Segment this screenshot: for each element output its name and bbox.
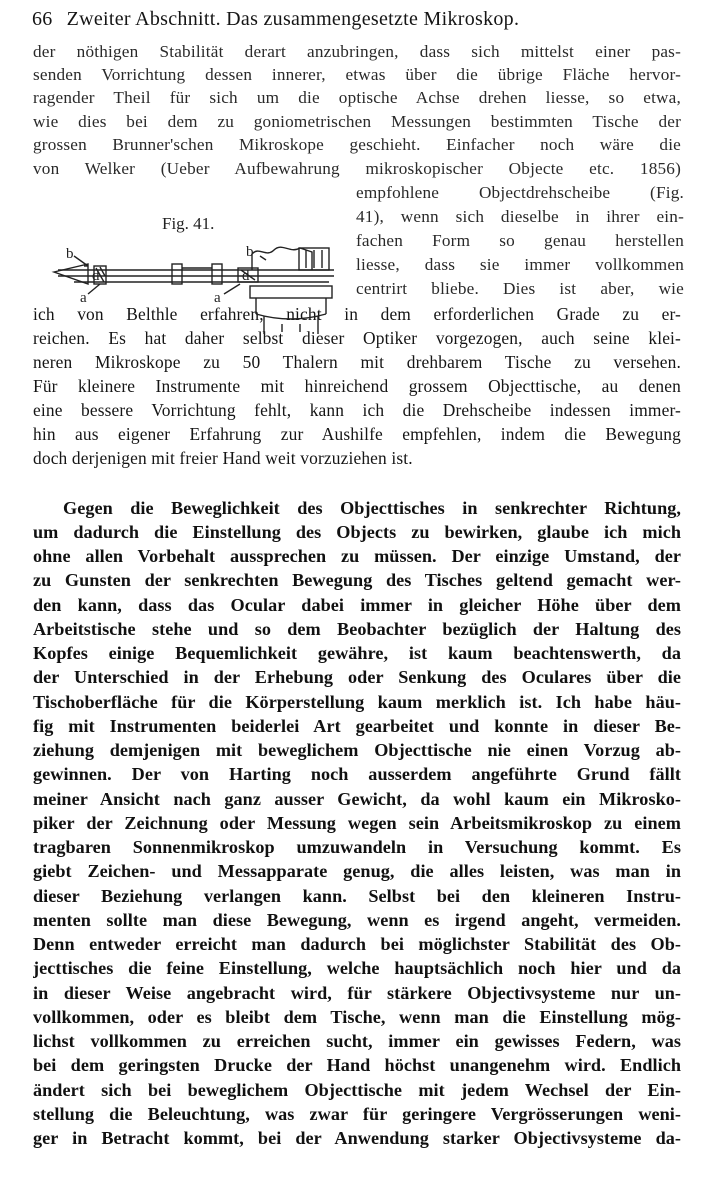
label-b-left: b <box>66 246 74 262</box>
text-line: wie dies bei dem zu goniometrischen Messungen bestimmten Tische der <box>33 112 681 131</box>
text-line: ger in Betracht kommt, bei der Anwendung starker Objectivsysteme da- <box>33 1128 681 1148</box>
text-line: um dadurch die Einstellung des Objects zu bewirken, glaube ich mich <box>33 522 681 542</box>
text-line: menten sollte man diese Bewegung, wenn es irgend angeht, vermeiden. <box>33 910 681 930</box>
text-line: ändert sich bei beweglichem Objecttische mit jedem Wechsel der Ein- <box>33 1080 681 1100</box>
text-line: ich von Belthle erfahren, nicht in dem erforderlichen Grade zu er- <box>33 304 681 324</box>
text-line: grossen Brunner'schen Mikroskope geschieht. Einfacher noch wäre die <box>33 135 681 154</box>
text-line: stellung die Beleuchtung, was zwar für geringere Vergrösserungen weni- <box>33 1104 681 1124</box>
text-line: von Welker (Ueber Aufbewahrung mikroskopischer Objecte etc. 1856) <box>33 159 681 178</box>
running-header <box>32 6 682 32</box>
label-a-left: a <box>80 290 87 306</box>
text-line: Denn entweder erreicht man dadurch bei möglichster Stabilität des Ob- <box>33 934 681 954</box>
text-line: in dieser Weise angebracht wird, für stärkere Objectivsysteme nur un- <box>33 983 681 1003</box>
text-line: piker der Zeichnung oder Messung wegen sein Arbeitsmikroskop zu einem <box>33 813 681 833</box>
text-line: ragender Theil für sich um die optische Achse drehen liesse, so etwa, <box>33 88 681 107</box>
label-d-right: d <box>242 268 250 284</box>
text-line: gewinnen. Der von Harting noch ausserdem angeführte Grund fällt <box>33 764 681 784</box>
text-line: neren Mikroskope zu 50 Thalern mit drehbarem Tische zu versehen. <box>33 352 681 372</box>
text-line: dieser Beziehung verlangen kann. Selbst bei den kleineren Instru- <box>33 886 681 906</box>
text-line: ohne allen Vorbehalt aussprechen zu müssen. Der einzige Umstand, der <box>33 546 681 566</box>
figure-41 <box>44 208 350 338</box>
text-line: meiner Ansicht nach ganz ausser Gewicht, da wohl kaum ein Mikrosko- <box>33 789 681 809</box>
label-a-right: a <box>214 290 221 306</box>
object-rotating-disc-diagram <box>44 234 350 338</box>
figure-caption: Fig. 41. <box>162 214 215 233</box>
text-line: hin aus eigener Erfahrung zur Aushilfe empfehlen, indem die Bewegung <box>33 424 681 444</box>
label-d-left: d <box>92 268 100 284</box>
text-line: Tischoberfläche für die Körperstellung kaum merklich ist. Ich habe häu- <box>33 692 681 712</box>
text-line: der nöthigen Stabilität derart anzubringen, dass sich mittelst einer pas- <box>33 42 681 61</box>
text-line: bei dem geringsten Drucke der Hand höchst unangenehm wird. Endlich <box>33 1055 681 1075</box>
text-line: lichst vollkommen zu erreichen sucht, immer ein gewisses Federn, was <box>33 1031 681 1051</box>
text-line: doch derjenigen mit freier Hand weit vorzuziehen ist. <box>33 448 413 468</box>
text-line: 41), wenn sich dieselbe in ihrer ein- <box>356 207 684 226</box>
text-line: eine bessere Vorrichtung fehlt, kann ich die Drehscheibe indessen immer- <box>33 400 681 420</box>
text-line: giebt Zeichen- und Messapparate genug, die alles leisten, was man in <box>33 861 681 881</box>
text-line: reichen. Es hat daher selbst dieser Optiker vorgezogen, auch seine klei- <box>33 328 681 348</box>
text-line: fig mit Instrumenten beiderlei Art gearbeitet und konnte in dieser Be- <box>33 716 681 736</box>
text-line: fachen Form so genau herstellen <box>356 231 684 250</box>
text-line: Für kleinere Instrumente mit hinreichend grossem Objecttische, au denen <box>33 376 681 396</box>
text-line: tragbaren Sonnenmikroskop umzuwandeln in Versuchung kommt. Es <box>33 837 681 857</box>
page-number: 66 <box>32 8 53 30</box>
text-line: zu Gunsten der senkrechten Bewegung des Tisches geltend gemacht wer- <box>33 570 681 590</box>
text-line: jecttisches die feine Einstellung, welche hauptsächlich noch hier und da <box>33 958 681 978</box>
text-line: Arbeitstische stehe und so dem Beobachter bezüglich der Haltung des <box>33 619 681 639</box>
label-b-right: b <box>246 244 254 260</box>
text-line: senden Vorrichtung dessen innerer, etwas über die übrige Fläche hervor- <box>33 65 681 84</box>
text-line: centrirt bliebe. Dies ist aber, wie <box>356 279 684 298</box>
running-title: Zweiter Abschnitt. Das zusammengesetzte Mikroskop. <box>66 8 520 30</box>
text-line: empfohlene Objectdrehscheibe (Fig. <box>356 183 684 202</box>
text-line: ziehung demjenigen mit beweglichem Objecttische nie einen Vorzug ab- <box>33 740 681 760</box>
text-line: liesse, dass sie immer vollkommen <box>356 255 684 274</box>
text-line: der Unterschied in der Erhebung oder Senkung des Oculares über die <box>33 667 681 687</box>
text-line: den kann, dass das Ocular dabei immer in gleicher Höhe über dem <box>33 595 681 615</box>
text-line: Gegen die Beweglichkeit des Objecttisches in senkrechter Richtung, <box>63 498 681 518</box>
text-line: Kopfes einige Bequemlichkeit gewähre, ist kaum beachtenswerth, da <box>33 643 681 663</box>
text-line: vollkommen, oder es bleibt dem Tische, wenn man die Einstellung mög- <box>33 1007 681 1027</box>
